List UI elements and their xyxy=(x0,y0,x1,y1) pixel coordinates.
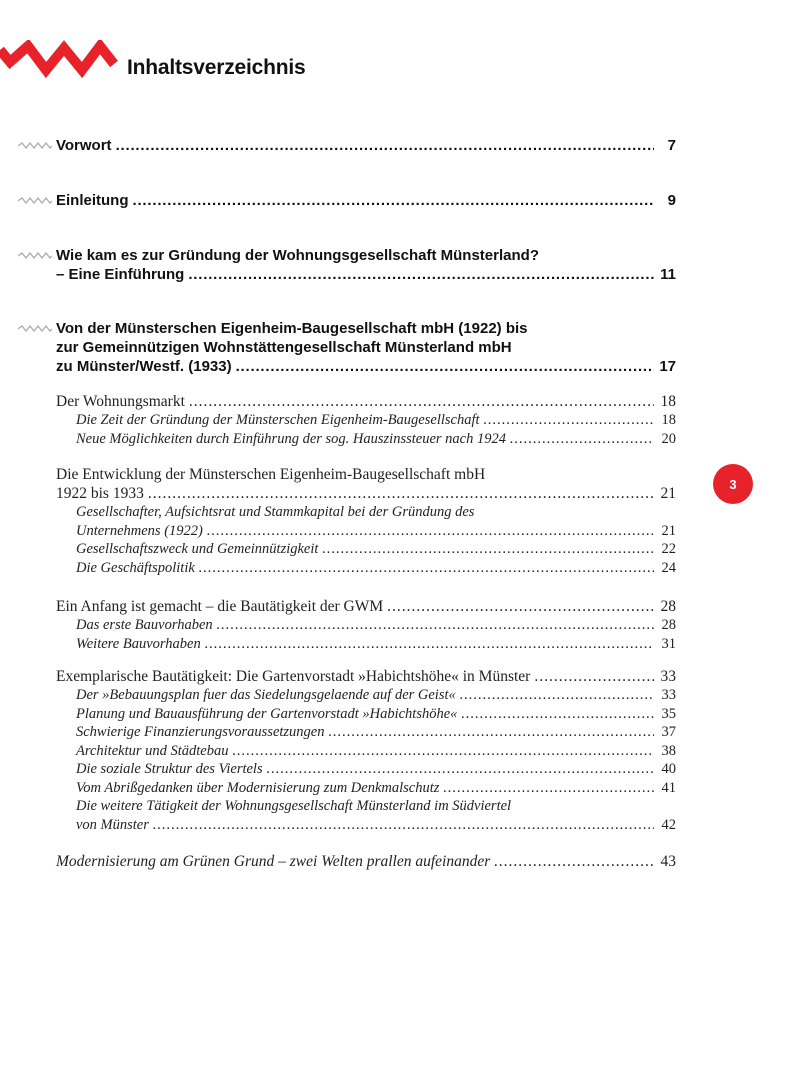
page-number: 28 xyxy=(661,617,676,633)
dot-leader xyxy=(207,522,654,541)
toc-line xyxy=(56,616,676,635)
dot-leader xyxy=(322,540,654,559)
toc-entry-text: Die Entwicklung der Münsterschen Eigenheim-Baugesellschaft mbH xyxy=(56,466,486,483)
wave-bullet-icon xyxy=(18,196,52,206)
toc-entry-text: Von der Münsterschen Eigenheim-Baugesellschaft mbH (1922) bis xyxy=(56,320,528,337)
toc-entry-text: Vorwort xyxy=(56,137,112,154)
toc-entry-text: zur Gemeinnützigen Wohnstättengesellschaft Münsterland mbH xyxy=(56,339,512,356)
toc-section[interactable] xyxy=(56,597,676,653)
toc-chapter[interactable] xyxy=(56,191,676,210)
toc-section[interactable] xyxy=(56,465,676,577)
dot-leader xyxy=(510,430,654,449)
dot-leader xyxy=(443,779,654,798)
toc-entry-text: Weitere Bauvorhaben xyxy=(76,635,201,652)
page-number: 40 xyxy=(661,761,676,777)
wave-bullet-icon xyxy=(18,141,52,151)
toc-entry-text: Wie kam es zur Gründung der Wohnungsgesellschaft Münsterland? xyxy=(56,247,539,264)
toc-subsection[interactable] xyxy=(56,559,676,578)
dot-leader xyxy=(329,723,655,742)
page-number: 24 xyxy=(661,559,676,576)
toc-subsection[interactable] xyxy=(56,742,676,761)
dot-leader xyxy=(534,667,654,686)
toc-subsection[interactable] xyxy=(56,797,676,834)
page-number: 17 xyxy=(659,358,676,375)
toc-line xyxy=(56,319,676,338)
page-number: 18 xyxy=(661,412,676,428)
toc-entry-text: Der »Bebauungsplan fuer das Siedelungsgelaende auf der Geist« xyxy=(76,687,456,703)
page-number: 37 xyxy=(661,724,676,740)
toc-line xyxy=(56,686,676,705)
toc-subsection[interactable] xyxy=(56,540,676,559)
toc-chapter[interactable] xyxy=(56,136,676,155)
dot-leader xyxy=(188,265,654,284)
dot-leader xyxy=(189,392,654,411)
page-number: 22 xyxy=(661,541,676,557)
toc-entry-text: Die Zeit der Gründung der Münsterschen Eigenheim-Baugesellschaft xyxy=(76,412,480,428)
toc-line xyxy=(56,338,676,357)
toc-subsection[interactable] xyxy=(56,616,676,635)
dot-leader xyxy=(116,136,654,155)
toc-line xyxy=(56,852,676,871)
toc-line xyxy=(56,430,676,449)
page-number: 41 xyxy=(661,779,676,796)
toc-entry-text: Das erste Bauvorhaben xyxy=(76,617,213,633)
toc-entry-text: – Eine Einführung xyxy=(56,266,185,283)
toc-entry-text: Einleitung xyxy=(56,192,129,209)
toc-line xyxy=(56,559,676,578)
toc-line xyxy=(56,540,676,559)
toc-subsection[interactable] xyxy=(56,411,676,430)
toc-line xyxy=(56,265,676,284)
page-number: 9 xyxy=(667,192,676,209)
toc-line xyxy=(56,723,676,742)
toc-entry-text: Unternehmens (1922) xyxy=(76,522,203,539)
toc-line xyxy=(56,484,676,503)
toc-entry-text: Der Wohnungsmarkt xyxy=(56,393,185,410)
toc-subsection[interactable] xyxy=(56,430,676,449)
toc-entry-text: Ein Anfang ist gemacht – die Bautätigkeit der GWM xyxy=(56,598,384,615)
dot-leader xyxy=(236,357,654,376)
toc-line xyxy=(56,742,676,761)
page-number: 33 xyxy=(661,687,676,703)
page-number: 31 xyxy=(661,635,676,652)
toc-entry-text: Schwierige Finanzierungsvoraussetzungen xyxy=(76,724,325,740)
toc-section[interactable] xyxy=(56,392,676,448)
page-number: 18 xyxy=(660,393,676,410)
toc-line xyxy=(56,797,676,816)
page-number: 38 xyxy=(661,742,676,759)
toc-line xyxy=(56,760,676,779)
toc-line xyxy=(56,136,676,155)
page-number: 21 xyxy=(661,522,676,539)
toc-line xyxy=(56,357,676,376)
page-number: 35 xyxy=(661,705,676,722)
wave-bullet-icon xyxy=(18,324,52,334)
wave-bullet-icon xyxy=(18,251,52,261)
toc-subsection[interactable] xyxy=(56,503,676,540)
toc-entry-text: Die soziale Struktur des Viertels xyxy=(76,761,263,777)
toc-entry-text: Modernisierung am Grünen Grund – zwei Welten prallen aufeinander xyxy=(56,853,491,870)
toc-subsection[interactable] xyxy=(56,705,676,724)
dot-leader xyxy=(133,191,655,210)
toc-line xyxy=(56,705,676,724)
toc-chapter[interactable] xyxy=(56,246,676,284)
toc-entry-text: Gesellschaftszweck und Gemeinnützigkeit xyxy=(76,541,319,557)
toc-section[interactable] xyxy=(56,667,676,834)
dot-leader xyxy=(148,484,654,503)
dot-leader xyxy=(267,760,654,779)
dot-leader xyxy=(387,597,654,616)
page-number: 42 xyxy=(661,816,676,833)
dot-leader xyxy=(217,616,654,635)
toc-entry-text: von Münster xyxy=(76,816,149,833)
dot-leader xyxy=(461,705,654,724)
toc-line xyxy=(56,191,676,210)
toc-line xyxy=(56,246,676,265)
dot-leader xyxy=(494,852,654,871)
page-number: 33 xyxy=(660,668,676,685)
toc-chapter[interactable] xyxy=(56,319,676,376)
page-number: 11 xyxy=(660,266,676,283)
toc-entry-text: 1922 bis 1933 xyxy=(56,485,144,502)
toc-entry-text: Gesellschafter, Aufsichtsrat und Stammkapital bei der Gründung des xyxy=(76,504,475,520)
page-number: 28 xyxy=(660,598,676,615)
page-number: 20 xyxy=(661,430,676,447)
dot-leader xyxy=(460,686,654,705)
dot-leader xyxy=(484,411,654,430)
toc-subsection[interactable] xyxy=(56,723,676,742)
toc-entry-text: Vom Abrißgedanken über Modernisierung zum Denkmalschutz xyxy=(76,779,440,796)
page-number: 21 xyxy=(660,485,676,502)
toc-entry-text: Die Geschäftspolitik xyxy=(76,559,195,576)
toc-line xyxy=(56,465,676,484)
toc-subsection[interactable] xyxy=(56,760,676,779)
toc-subsection[interactable] xyxy=(56,635,676,654)
toc-entry-text: zu Münster/Westf. (1933) xyxy=(56,358,232,375)
toc-line xyxy=(56,411,676,430)
toc-line xyxy=(56,503,676,522)
toc-line xyxy=(56,522,676,541)
toc-line xyxy=(56,597,676,616)
toc-entry-text: Architektur und Städtebau xyxy=(76,742,229,759)
company-logo xyxy=(0,40,120,80)
page-title: Inhaltsverzeichnis xyxy=(127,56,306,79)
toc-line xyxy=(56,779,676,798)
dot-leader xyxy=(233,742,655,761)
toc-subsection[interactable] xyxy=(56,779,676,798)
page-number: 43 xyxy=(660,853,676,870)
dot-leader xyxy=(153,816,654,835)
toc-line xyxy=(56,635,676,654)
dot-leader xyxy=(199,559,654,578)
toc-line xyxy=(56,667,676,686)
toc-line xyxy=(56,816,676,835)
toc-entry-text: Die weitere Tätigkeit der Wohnungsgesellschaft Münsterland im Südviertel xyxy=(76,798,512,814)
page-number-badge: 3 xyxy=(713,464,753,504)
toc-entry-text: Planung und Bauausführung der Gartenvorstadt »Habichtshöhe« xyxy=(76,705,458,722)
page-number: 7 xyxy=(667,137,676,154)
toc-section[interactable] xyxy=(56,852,676,871)
toc-line xyxy=(56,392,676,411)
toc-subsection[interactable] xyxy=(56,686,676,705)
toc-entry-text: Neue Möglichkeiten durch Einführung der sog. Hauszinssteuer nach 1924 xyxy=(76,430,506,447)
toc-entry-text: Exemplarische Bautätigkeit: Die Gartenvorstadt »Habichtshöhe« in Münster xyxy=(56,668,531,685)
dot-leader xyxy=(205,635,654,654)
